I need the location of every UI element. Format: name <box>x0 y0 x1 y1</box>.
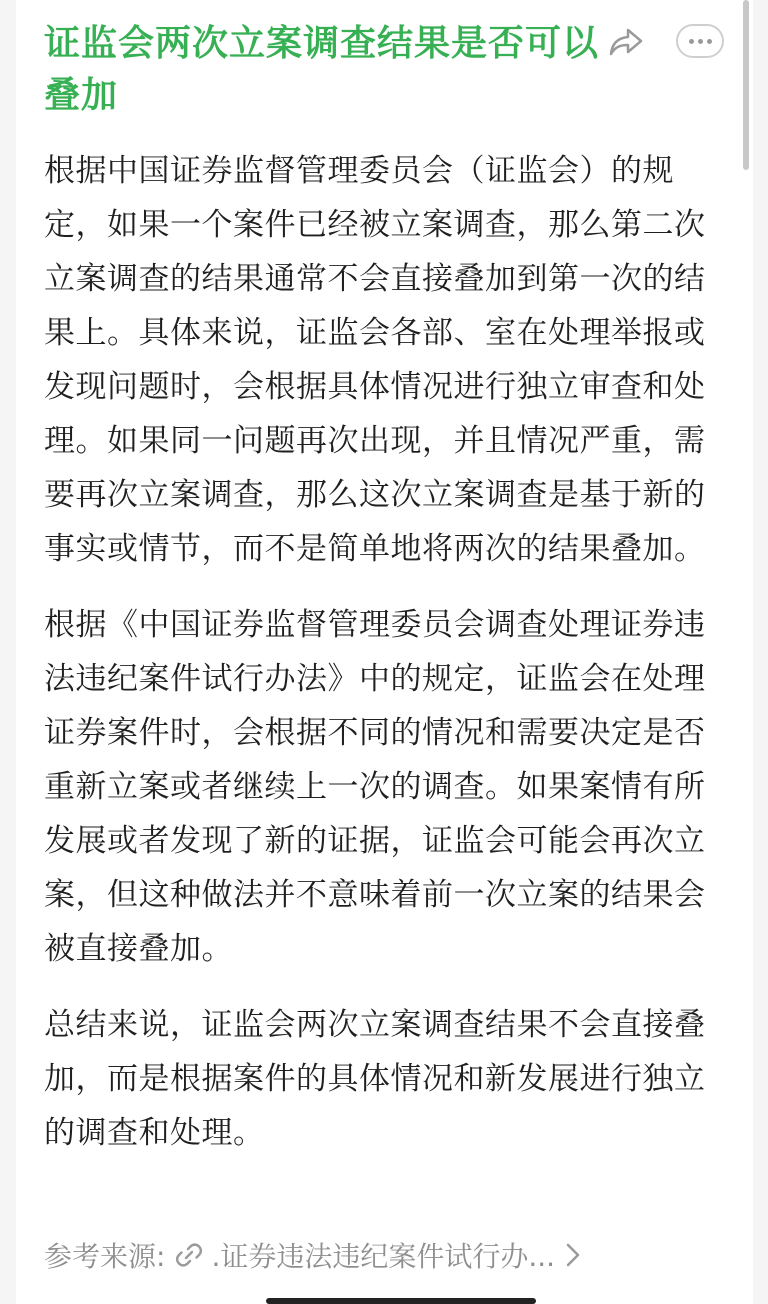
more-icon <box>689 39 694 44</box>
paragraph: 总结来说，证监会两次立案调查结果不会直接叠加，而是根据案件的具体情况和新发展进行独立的调查和处理。 <box>44 1007 706 1151</box>
answer-content <box>44 144 724 1182</box>
reference-source-link[interactable] <box>44 1230 724 1280</box>
answer-card <box>16 0 753 1304</box>
link-icon <box>175 1241 203 1269</box>
home-indicator <box>266 1298 536 1304</box>
page-title: 证监会两次立案调查结果是否可以叠加 <box>44 23 600 116</box>
share-icon <box>608 26 644 62</box>
paragraph: 根据《中国证券监督管理委员会调查处理证券违法违纪案件试行办法》中的规定，证监会在处理证券案件时，会根据不同的情况和需要决定是否重新立案或者继续上一次的调查。如果案情有所发展或者发现了新的证据，证监会可能会再次立案，但这种做法并不意味着前一次立案的结果会被直接叠加。 <box>44 607 706 967</box>
share-button[interactable] <box>606 24 646 64</box>
scrollbar[interactable] <box>743 0 749 170</box>
source-label: 参考来源: <box>44 1240 166 1273</box>
header <box>44 18 604 122</box>
paragraph: 根据中国证券监督管理委员会（证监会）的规定，如果一个案件已经被立案调查，那么第二次立案调查的结果通常不会直接叠加到第一次的结果上。具体来说，证监会各部、室在处理举报或发现问题时，会根据具体情况进行独立审查和处理。如果同一问题再次出现，并且情况严重，需要再次立案调查，那么这次立案调查是基于新的事实或情节，而不是简单地将两次的结果叠加。 <box>44 153 706 567</box>
more-button[interactable] <box>676 24 724 58</box>
source-text: .证券违法违纪案件试行办... <box>211 1240 556 1273</box>
chevron-right-icon <box>565 1242 581 1268</box>
